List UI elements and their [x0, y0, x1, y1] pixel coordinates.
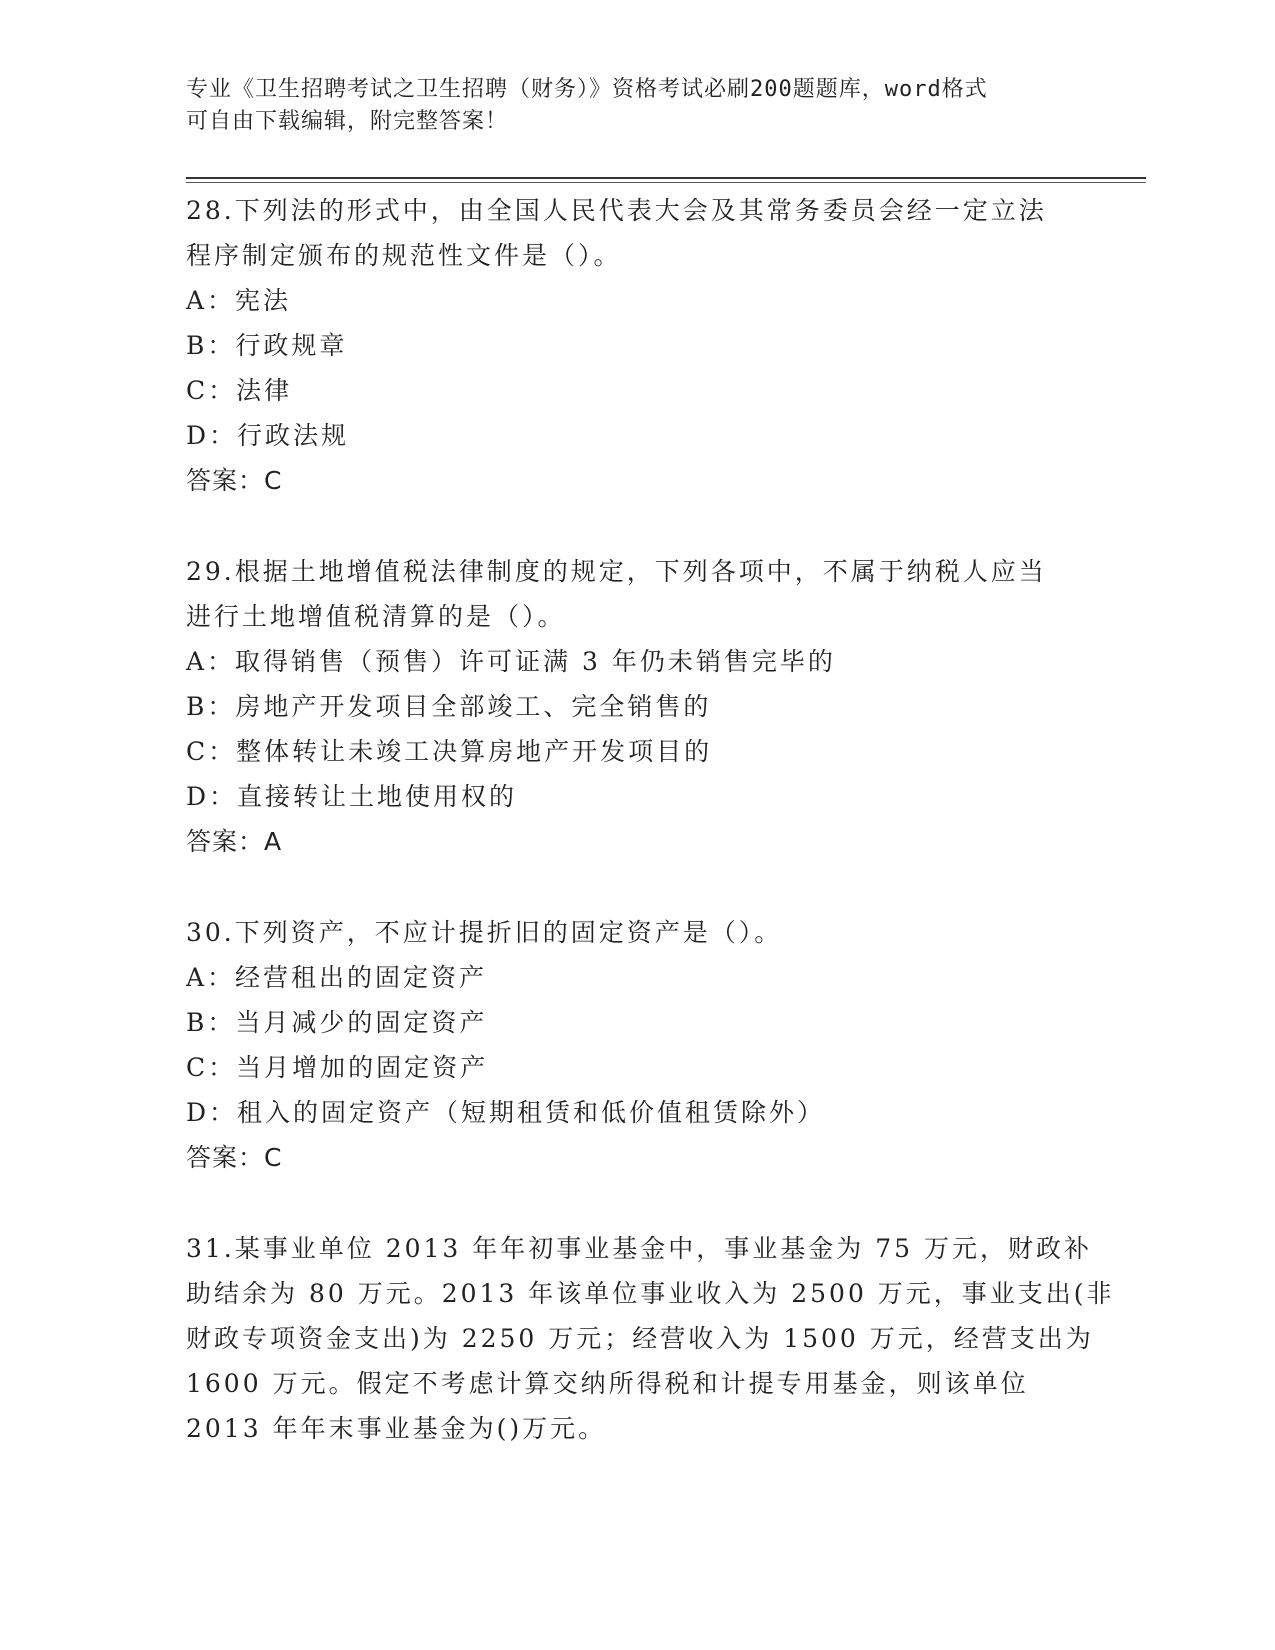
option-b: B：房地产开发项目全部竣工、完全销售的: [186, 692, 712, 721]
option-c: C：当月增加的固定资产: [186, 1053, 489, 1082]
question-30: [186, 910, 1086, 1180]
question-line: 助结余为 80 万元。2013 年该单位事业收入为 2500 万元，事业支出(非: [186, 1279, 1115, 1308]
question-text: [186, 188, 1086, 278]
question-text: [186, 549, 1086, 639]
option-b: B：当月减少的固定资产: [186, 1008, 488, 1037]
answer: 答案：C: [186, 466, 283, 495]
question-list: [186, 188, 1115, 1497]
question-29: [186, 549, 1086, 864]
question-line: 1600 万元。假定不考虑计算交纳所得税和计提专用基金，则该单位: [186, 1369, 1029, 1398]
document-header: [186, 74, 1066, 138]
option-c: C：整体转让未竣工决算房地产开发项目的: [186, 737, 713, 766]
option-a: A：取得销售（预售）许可证满 3 年仍未销售完毕的: [186, 647, 836, 676]
option-a: A：宪法: [186, 286, 292, 315]
question-line: 财政专项资金支出)为 2250 万元；经营收入为 1500 万元，经营支出为: [186, 1324, 1094, 1353]
question-line: 31.某事业单位 2013 年年初事业基金中，事业基金为 75 万元，财政补: [186, 1234, 1092, 1263]
answer: 答案：A: [186, 827, 283, 856]
option-c: C：法律: [186, 376, 293, 405]
option-d: D：行政法规: [186, 421, 350, 450]
question-text: [186, 910, 1086, 955]
option-a: A：经营租出的固定资产: [186, 963, 488, 992]
question-line: 进行土地增值税清算的是（）。: [186, 602, 566, 631]
header-divider-thin: [186, 182, 1146, 183]
option-b: B：行政规章: [186, 331, 348, 360]
question-line: 程序制定颁布的规范性文件是（）。: [186, 241, 622, 270]
question-line: 28.下列法的形式中，由全国人民代表大会及其常务委员会经一定立法: [186, 196, 1047, 225]
question-line: 30.下列资产，不应计提折旧的固定资产是（）。: [186, 918, 783, 947]
question-line: 29.根据土地增值税法律制度的规定，下列各项中，不属于纳税人应当: [186, 557, 1047, 586]
question-28: [186, 188, 1086, 503]
header-divider-thick: [186, 177, 1146, 179]
header-line-1: 专业《卫生招聘考试之卫生招聘（财务）》资格考试必刷200题题库，word格式: [186, 77, 988, 102]
option-d: D：直接转让土地使用权的: [186, 782, 518, 811]
header-line-2: 可自由下载编辑，附完整答案！: [186, 109, 509, 134]
question-31: [186, 1226, 1115, 1451]
answer: 答案：C: [186, 1143, 283, 1172]
question-text: [186, 1226, 1115, 1451]
question-line: 2013 年年末事业基金为()万元。: [186, 1414, 607, 1443]
option-d: D：租入的固定资产（短期租赁和低价值租赁除外）: [186, 1098, 826, 1127]
